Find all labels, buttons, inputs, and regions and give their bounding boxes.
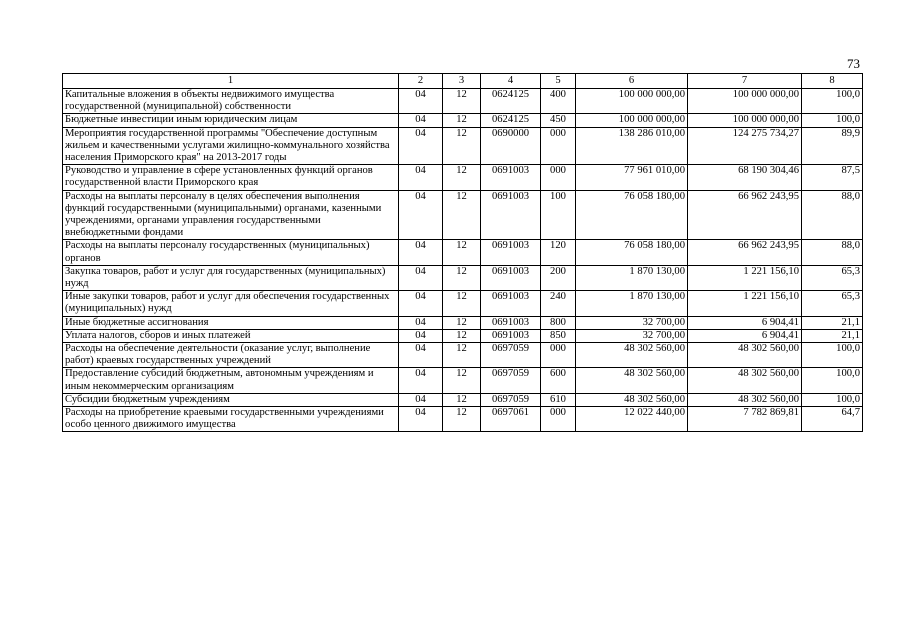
row-executed-amount: 6 904,41 bbox=[688, 316, 802, 329]
row-executed-amount: 48 302 560,00 bbox=[688, 393, 802, 406]
row-executed-amount: 68 190 304,46 bbox=[688, 165, 802, 190]
column-header: 6 bbox=[576, 74, 688, 89]
row-execution-percent: 65,3 bbox=[802, 265, 863, 290]
row-planned-amount: 32 700,00 bbox=[576, 329, 688, 342]
row-execution-percent: 88,0 bbox=[802, 190, 863, 240]
page-number: 73 bbox=[847, 56, 860, 71]
column-header: 3 bbox=[443, 74, 481, 89]
row-expense-type-code: 850 bbox=[541, 329, 576, 342]
row-subsection-code: 12 bbox=[443, 407, 481, 432]
row-section-code: 04 bbox=[399, 368, 443, 393]
table-row bbox=[63, 407, 863, 432]
table-row bbox=[63, 240, 863, 265]
column-header: 8 bbox=[802, 74, 863, 89]
row-name: Мероприятия государственной программы "Обеспечение доступным жильем и качественными услугами жилищно-коммунального хозяйства населения Приморского края" на 2013-2017 годы bbox=[63, 127, 399, 165]
row-target-code: 0624125 bbox=[481, 89, 541, 114]
row-expense-type-code: 450 bbox=[541, 114, 576, 127]
row-section-code: 04 bbox=[399, 190, 443, 240]
row-section-code: 04 bbox=[399, 240, 443, 265]
row-expense-type-code: 400 bbox=[541, 89, 576, 114]
row-execution-percent: 21,1 bbox=[802, 316, 863, 329]
row-section-code: 04 bbox=[399, 316, 443, 329]
row-execution-percent: 100,0 bbox=[802, 89, 863, 114]
row-section-code: 04 bbox=[399, 291, 443, 316]
row-target-code: 0691003 bbox=[481, 190, 541, 240]
column-header: 1 bbox=[63, 74, 399, 89]
row-expense-type-code: 600 bbox=[541, 368, 576, 393]
row-subsection-code: 12 bbox=[443, 368, 481, 393]
row-name: Бюджетные инвестиции иным юридическим лицам bbox=[63, 114, 399, 127]
row-executed-amount: 1 221 156,10 bbox=[688, 265, 802, 290]
row-executed-amount: 66 962 243,95 bbox=[688, 240, 802, 265]
row-expense-type-code: 100 bbox=[541, 190, 576, 240]
row-section-code: 04 bbox=[399, 265, 443, 290]
row-execution-percent: 100,0 bbox=[802, 368, 863, 393]
row-planned-amount: 100 000 000,00 bbox=[576, 114, 688, 127]
row-section-code: 04 bbox=[399, 165, 443, 190]
row-planned-amount: 77 961 010,00 bbox=[576, 165, 688, 190]
row-name: Иные бюджетные ассигнования bbox=[63, 316, 399, 329]
row-subsection-code: 12 bbox=[443, 265, 481, 290]
row-planned-amount: 48 302 560,00 bbox=[576, 393, 688, 406]
row-subsection-code: 12 bbox=[443, 165, 481, 190]
row-planned-amount: 76 058 180,00 bbox=[576, 240, 688, 265]
row-section-code: 04 bbox=[399, 329, 443, 342]
row-name: Закупка товаров, работ и услуг для государственных (муниципальных) нужд bbox=[63, 265, 399, 290]
row-executed-amount: 100 000 000,00 bbox=[688, 89, 802, 114]
row-expense-type-code: 120 bbox=[541, 240, 576, 265]
table-row bbox=[63, 265, 863, 290]
row-target-code: 0691003 bbox=[481, 265, 541, 290]
table-row bbox=[63, 316, 863, 329]
row-planned-amount: 12 022 440,00 bbox=[576, 407, 688, 432]
row-expense-type-code: 200 bbox=[541, 265, 576, 290]
row-name: Субсидии бюджетным учреждениям bbox=[63, 393, 399, 406]
row-name: Расходы на выплаты персоналу в целях обеспечения выполнения функций государственными (муниципальными) органами, казенными учреждениями, органами управления государственными внебюджетными фондами bbox=[63, 190, 399, 240]
table-row bbox=[63, 114, 863, 127]
table-row bbox=[63, 165, 863, 190]
row-subsection-code: 12 bbox=[443, 393, 481, 406]
row-subsection-code: 12 bbox=[443, 329, 481, 342]
row-name: Расходы на приобретение краевыми государственными учреждениями особо ценного движимого имущества bbox=[63, 407, 399, 432]
row-subsection-code: 12 bbox=[443, 89, 481, 114]
row-name: Расходы на выплаты персоналу государственных (муниципальных) органов bbox=[63, 240, 399, 265]
row-name: Расходы на обеспечение деятельности (оказание услуг, выполнение работ) краевых государственных учреждений bbox=[63, 343, 399, 368]
row-planned-amount: 48 302 560,00 bbox=[576, 368, 688, 393]
row-planned-amount: 138 286 010,00 bbox=[576, 127, 688, 165]
table-body bbox=[63, 89, 863, 432]
row-section-code: 04 bbox=[399, 127, 443, 165]
row-planned-amount: 1 870 130,00 bbox=[576, 291, 688, 316]
row-name: Уплата налогов, сборов и иных платежей bbox=[63, 329, 399, 342]
row-target-code: 0697059 bbox=[481, 393, 541, 406]
row-subsection-code: 12 bbox=[443, 114, 481, 127]
row-expense-type-code: 240 bbox=[541, 291, 576, 316]
row-subsection-code: 12 bbox=[443, 343, 481, 368]
row-expense-type-code: 000 bbox=[541, 165, 576, 190]
row-execution-percent: 21,1 bbox=[802, 329, 863, 342]
row-planned-amount: 32 700,00 bbox=[576, 316, 688, 329]
table-row bbox=[63, 368, 863, 393]
row-target-code: 0697059 bbox=[481, 343, 541, 368]
row-planned-amount: 76 058 180,00 bbox=[576, 190, 688, 240]
column-header: 7 bbox=[688, 74, 802, 89]
row-planned-amount: 48 302 560,00 bbox=[576, 343, 688, 368]
row-section-code: 04 bbox=[399, 393, 443, 406]
row-subsection-code: 12 bbox=[443, 316, 481, 329]
row-target-code: 0697061 bbox=[481, 407, 541, 432]
row-section-code: 04 bbox=[399, 89, 443, 114]
row-name: Капитальные вложения в объекты недвижимого имущества государственной (муниципальной) собственности bbox=[63, 89, 399, 114]
row-execution-percent: 65,3 bbox=[802, 291, 863, 316]
row-target-code: 0691003 bbox=[481, 316, 541, 329]
row-executed-amount: 48 302 560,00 bbox=[688, 343, 802, 368]
row-planned-amount: 1 870 130,00 bbox=[576, 265, 688, 290]
row-executed-amount: 66 962 243,95 bbox=[688, 190, 802, 240]
table-row bbox=[63, 393, 863, 406]
row-target-code: 0691003 bbox=[481, 165, 541, 190]
budget-table bbox=[62, 73, 863, 432]
table-row bbox=[63, 190, 863, 240]
row-section-code: 04 bbox=[399, 114, 443, 127]
table-row bbox=[63, 329, 863, 342]
column-header: 4 bbox=[481, 74, 541, 89]
row-target-code: 0690000 bbox=[481, 127, 541, 165]
row-section-code: 04 bbox=[399, 407, 443, 432]
table-row bbox=[63, 343, 863, 368]
table-row bbox=[63, 89, 863, 114]
column-header: 5 bbox=[541, 74, 576, 89]
row-executed-amount: 100 000 000,00 bbox=[688, 114, 802, 127]
row-name: Предоставление субсидий бюджетным, автономным учреждениям и иным некоммерческим организациям bbox=[63, 368, 399, 393]
row-execution-percent: 100,0 bbox=[802, 114, 863, 127]
row-subsection-code: 12 bbox=[443, 240, 481, 265]
row-target-code: 0697059 bbox=[481, 368, 541, 393]
row-subsection-code: 12 bbox=[443, 190, 481, 240]
row-execution-percent: 87,5 bbox=[802, 165, 863, 190]
row-executed-amount: 124 275 734,27 bbox=[688, 127, 802, 165]
row-subsection-code: 12 bbox=[443, 127, 481, 165]
row-execution-percent: 64,7 bbox=[802, 407, 863, 432]
table-row bbox=[63, 291, 863, 316]
row-target-code: 0691003 bbox=[481, 291, 541, 316]
row-execution-percent: 100,0 bbox=[802, 393, 863, 406]
row-name: Иные закупки товаров, работ и услуг для обеспечения государственных (муниципальных) нужд bbox=[63, 291, 399, 316]
row-executed-amount: 6 904,41 bbox=[688, 329, 802, 342]
row-target-code: 0624125 bbox=[481, 114, 541, 127]
row-expense-type-code: 000 bbox=[541, 407, 576, 432]
row-executed-amount: 48 302 560,00 bbox=[688, 368, 802, 393]
row-expense-type-code: 800 bbox=[541, 316, 576, 329]
row-executed-amount: 7 782 869,81 bbox=[688, 407, 802, 432]
row-subsection-code: 12 bbox=[443, 291, 481, 316]
row-executed-amount: 1 221 156,10 bbox=[688, 291, 802, 316]
table-header-row bbox=[63, 74, 863, 89]
row-execution-percent: 88,0 bbox=[802, 240, 863, 265]
table-row bbox=[63, 127, 863, 165]
row-target-code: 0691003 bbox=[481, 329, 541, 342]
row-expense-type-code: 000 bbox=[541, 127, 576, 165]
column-header: 2 bbox=[399, 74, 443, 89]
row-name: Руководство и управление в сфере установленных функций органов государственной власти Приморского края bbox=[63, 165, 399, 190]
row-expense-type-code: 610 bbox=[541, 393, 576, 406]
row-execution-percent: 100,0 bbox=[802, 343, 863, 368]
row-execution-percent: 89,9 bbox=[802, 127, 863, 165]
row-planned-amount: 100 000 000,00 bbox=[576, 89, 688, 114]
row-expense-type-code: 000 bbox=[541, 343, 576, 368]
row-target-code: 0691003 bbox=[481, 240, 541, 265]
row-section-code: 04 bbox=[399, 343, 443, 368]
